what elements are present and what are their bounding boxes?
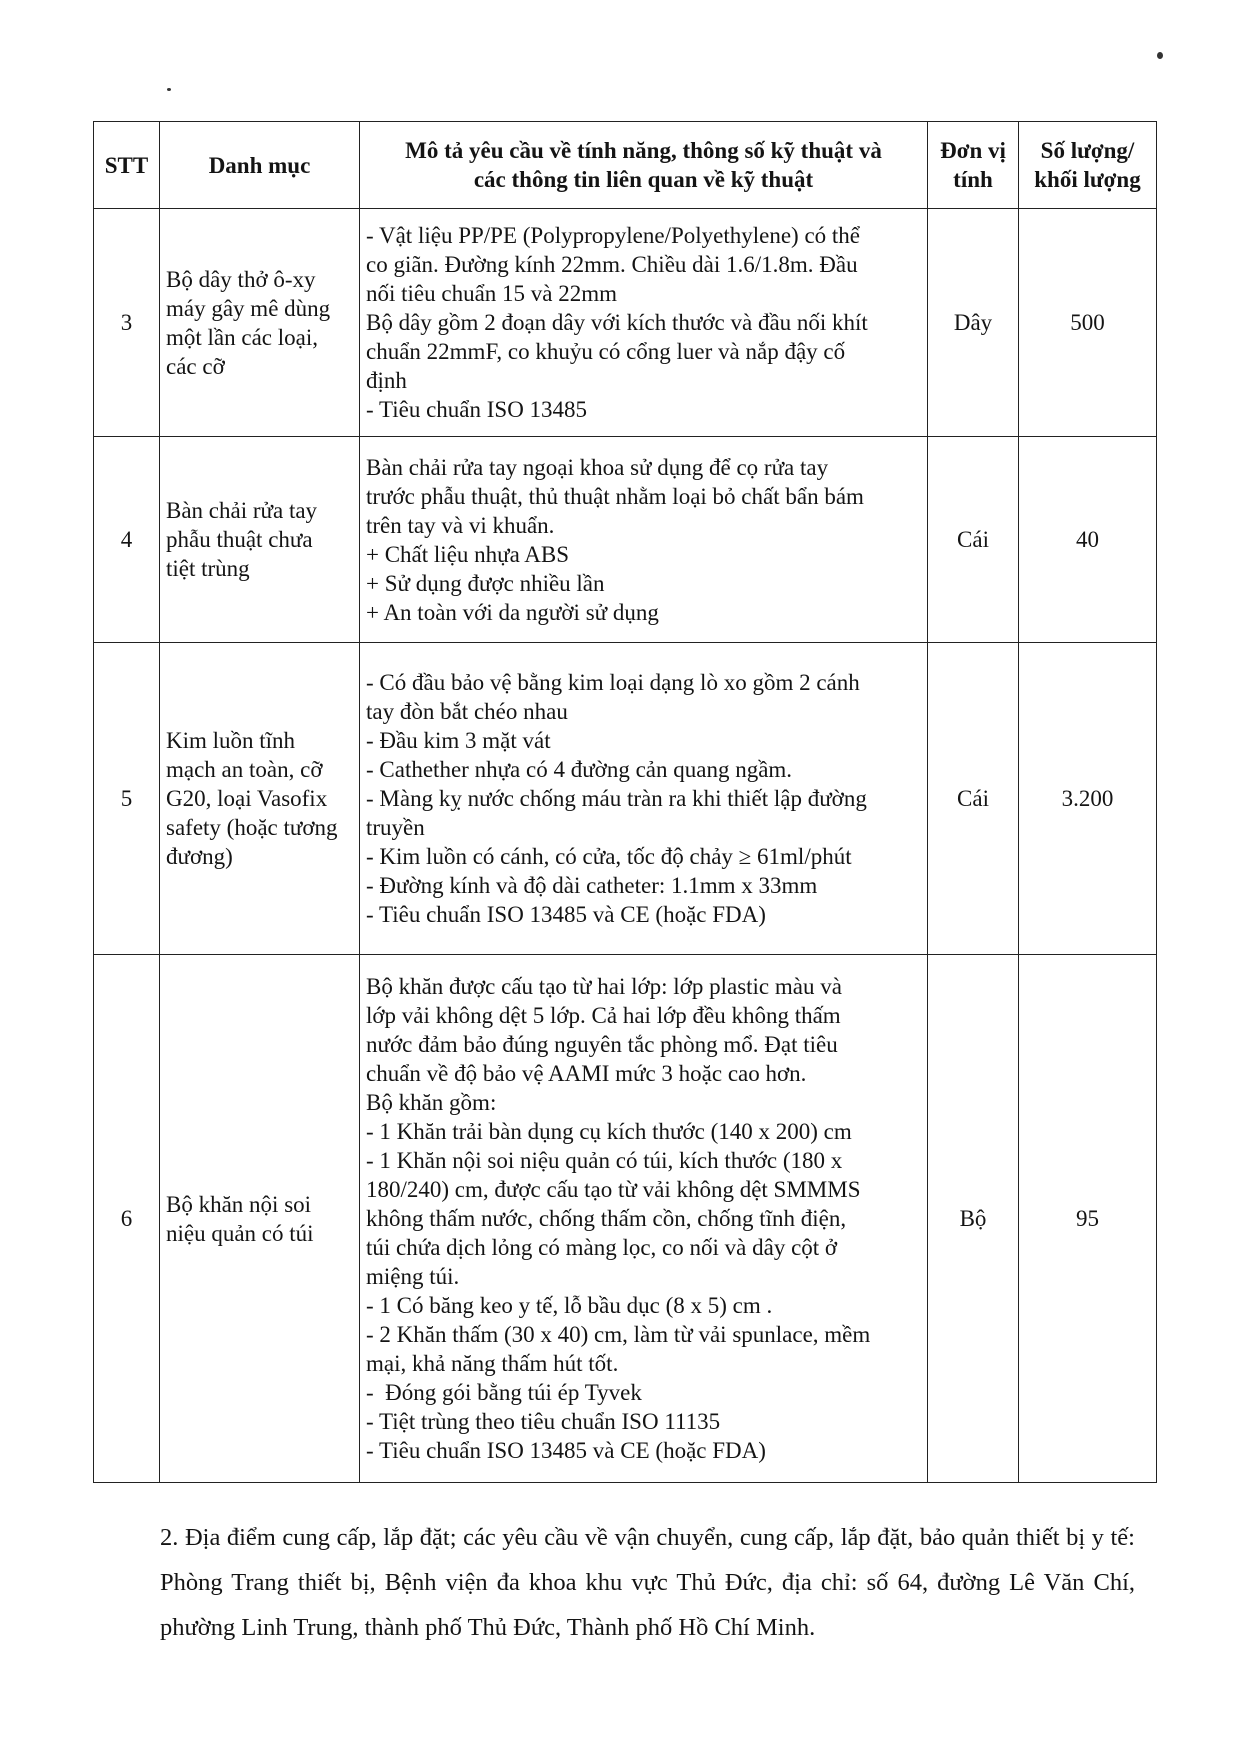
name-line: safety (hoặc tương [166,815,338,840]
desc-line: + Sử dụng được nhiều lần [366,570,605,596]
desc-line: - 1 Khăn nội soi niệu quản có túi, kích thước (180 x [366,1148,843,1173]
desc-line: + Chất liệu nhựa ABS [366,541,570,567]
desc-line: 180/240) cm, được cấu tạo từ vải không dệt SMMMS [366,1177,861,1202]
specification-table [93,121,1157,1483]
name-line: niệu quản có túi [166,1220,314,1246]
row-quantity: 95 [1019,955,1157,1483]
desc-line: trước phẫu thuật, thủ thuật nhằm loại bỏ chất bẩn bám [366,483,864,509]
table-row [94,209,1157,437]
desc-line: trên tay và vi khuẩn. [366,512,555,538]
row-stt: 4 [94,437,160,643]
desc-line: - 2 Khăn thấm (30 x 40) cm, làm từ vải spunlace, mềm [366,1322,871,1347]
desc-line: Bàn chải rửa tay ngoại khoa sử dụng để cọ rửa tay [366,454,829,480]
desc-line: - Đường kính và độ dài catheter: 1.1mm x 33mm [366,873,818,898]
row-stt: 5 [94,643,160,955]
desc-line: - Vật liệu PP/PE (Polypropylene/Polyethylene) có thể [366,223,861,248]
desc-line: mại, khả năng thấm hút tốt. [366,1351,619,1376]
desc-line: định [366,368,407,393]
delivery-location-note: 2. Địa điểm cung cấp, lắp đặt; các yêu cầu về vận chuyển, cung cấp, lắp đặt, bảo quản thiết bị y tế: Phòng Trang thiết bị, Bệnh viện đa khoa khu vực Thủ Đức, địa chỉ: số 64, đường Lê Văn Chí, phường Linh Trung, thành phố Thủ Đức, Thành phố Hồ Chí Minh. [160,1523,1135,1641]
desc-line: - Màng kỵ nước chống máu tràn ra khi thiết lập đường [366,786,867,811]
desc-line: - Kim luồn có cánh, có cửa, tốc độ chảy ≥ 61ml/phút [366,844,852,869]
desc-line: Bộ dây gồm 2 đoạn dây với kích thước và đầu nối khít [366,310,868,335]
row-description [360,955,928,1483]
row-unit: Cái [928,437,1019,643]
desc-line: túi chứa dịch lỏng có màng lọc, co nối và dây cột ở [366,1235,838,1260]
desc-line: + An toàn với da người sử dụng [366,599,659,625]
header-stt: STT [94,122,160,209]
row-unit: Dây [928,209,1019,437]
row-quantity: 500 [1019,209,1157,437]
desc-line: nối tiêu chuẩn 15 và 22mm [366,281,618,306]
scan-speck [1157,52,1163,59]
row-item-name [160,437,360,643]
name-line: mạch an toàn, cỡ [166,757,323,782]
desc-line: nước đảm bảo đúng nguyên tắc phòng mổ. Đạt tiêu [366,1032,838,1057]
desc-line: - Đầu kim 3 mặt vát [366,728,551,753]
table-row [94,643,1157,955]
desc-line: tay đòn bắt chéo nhau [366,699,568,724]
table-row [94,437,1157,643]
desc-line: - Cathether nhựa có 4 đường cản quang ngầm. [366,757,793,782]
desc-line: chuẩn 22mmF, co khuỷu có cổng luer và nắp đậy cố [366,339,846,364]
desc-line: lớp vải không dệt 5 lớp. Cả hai lớp đều không thấm [366,1003,841,1028]
desc-line: - 1 Khăn trải bàn dụng cụ kích thước (140 x 200) cm [366,1119,852,1144]
row-item-name [160,955,360,1483]
row-description [360,643,928,955]
row-unit: Bộ [928,955,1019,1483]
row-description [360,209,928,437]
desc-line: Bộ khăn gồm: [366,1090,497,1115]
header-name: Danh mục [160,122,360,209]
desc-line: - Có đầu bảo vệ bằng kim loại dạng lò xo gồm 2 cánh [366,670,860,695]
table-header-row [94,122,1157,209]
header-unit: Đơn vị tính [928,122,1019,209]
name-line: máy gây mê dùng [166,295,331,321]
name-line: các cỡ [166,353,225,379]
name-line: Bộ khăn nội soi [166,1191,312,1217]
name-line: phẫu thuật chưa [166,527,313,552]
desc-line: - Tiêu chuẩn ISO 13485 và CE (hoặc FDA) [366,1438,766,1463]
row-quantity: 3.200 [1019,643,1157,955]
header-qty: Số lượng/ khối lượng [1019,122,1157,209]
desc-line: chuẩn về độ bảo vệ AAMI mức 3 hoặc cao hơn. [366,1061,807,1086]
desc-line: co giãn. Đường kính 22mm. Chiều dài 1.6/1.8m. Đầu [366,252,858,277]
table-row [94,955,1157,1483]
name-line: Bộ dây thở ô-xy [166,266,316,292]
desc-line: truyền [366,815,425,840]
name-line: G20, loại Vasofix [166,786,328,811]
desc-line: Bộ khăn được cấu tạo từ hai lớp: lớp plastic màu và [366,974,842,999]
row-quantity: 40 [1019,437,1157,643]
row-item-name [160,209,360,437]
name-line: Kim luồn tĩnh [166,728,296,753]
desc-line: - 1 Có băng keo y tế, lỗ bầu dục (8 x 5) cm . [366,1293,773,1318]
row-item-name [160,643,360,955]
row-stt: 3 [94,209,160,437]
desc-line: không thấm nước, chống thấm cồn, chống tĩnh điện, [366,1206,847,1231]
name-line: Bàn chải rửa tay [166,498,318,523]
row-unit: Cái [928,643,1019,955]
desc-line: - Tiêu chuẩn ISO 13485 [366,397,588,422]
name-line: một lần các loại, [166,324,318,350]
row-description [360,437,928,643]
name-line: tiệt trùng [166,556,250,581]
desc-line: - Tiêu chuẩn ISO 13485 và CE (hoặc FDA) [366,902,766,927]
desc-line: - Tiệt trùng theo tiêu chuẩn ISO 11135 [366,1409,721,1434]
header-desc: Mô tả yêu cầu về tính năng, thông số kỹ thuật và các thông tin liên quan về kỹ thuật [360,122,928,209]
name-line: đương) [166,844,233,869]
row-stt: 6 [94,955,160,1483]
scan-speck [167,88,171,91]
desc-line: - Đóng gói bằng túi ép Tyvek [366,1380,642,1405]
desc-line: miệng túi. [366,1264,460,1289]
